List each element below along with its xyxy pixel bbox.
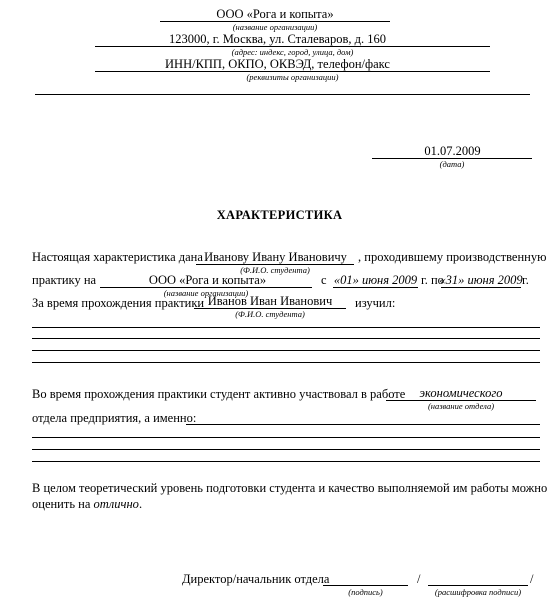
grade-value: отлично bbox=[93, 497, 139, 511]
practice-org: ООО «Рога и копыта» bbox=[148, 273, 267, 287]
student-name-nominative: Иванов Иван Иванович bbox=[207, 294, 333, 308]
org-name-caption: (название организации) bbox=[232, 22, 318, 32]
org-name: ООО «Рога и копыта» bbox=[216, 7, 334, 21]
blank-line bbox=[32, 362, 540, 363]
signature-end-slash: / bbox=[530, 572, 534, 586]
signature-line bbox=[323, 585, 408, 586]
p1-prefix: Настоящая характеристика дана bbox=[32, 250, 203, 264]
practice-org-caption: (название организации) bbox=[163, 288, 249, 298]
blank-line bbox=[32, 437, 540, 438]
org-requisites-caption: (реквизиты организации) bbox=[246, 72, 339, 82]
blank-line bbox=[32, 327, 540, 328]
department-caption: (название отдела) bbox=[427, 401, 495, 411]
to-date: «31» июня 2009 bbox=[439, 273, 523, 287]
student-name2-caption: (Ф.И.О. студента) bbox=[235, 309, 305, 319]
signature-slash: / bbox=[417, 572, 421, 586]
p3-suffix: изучил: bbox=[355, 296, 396, 310]
p6-line2 bbox=[32, 497, 142, 511]
p6-line2-prefix: оценить на bbox=[32, 497, 91, 511]
from-word: с bbox=[321, 273, 327, 287]
org-address-caption: (адрес: индекс, город, улица, дом) bbox=[231, 47, 354, 57]
blank-line bbox=[32, 350, 540, 351]
document-date: 01.07.2009 bbox=[424, 144, 481, 158]
p5-text: отдела предприятия, а именно: bbox=[32, 411, 197, 425]
p6-line1: В целом теоретический уровень подготовки студента и качество выполняемой им работы можно bbox=[32, 481, 548, 495]
from-date: «01» июня 2009 bbox=[333, 273, 418, 287]
p4-prefix: Во время прохождения практики студент активно участвовал в работе bbox=[32, 387, 406, 401]
blank-line bbox=[186, 424, 540, 425]
signature-decode-line bbox=[428, 585, 528, 586]
date-caption: (дата) bbox=[439, 159, 465, 169]
year-suffix-2: г. bbox=[522, 273, 529, 287]
signature-decode-caption: (расшифровка подписи) bbox=[434, 587, 522, 597]
p3-prefix: За время прохождения практики bbox=[32, 296, 205, 310]
blank-line bbox=[32, 449, 540, 450]
p1-suffix: , проходившему производственную bbox=[358, 250, 547, 264]
year-suffix-1: г. по bbox=[421, 273, 444, 287]
department-name: экономического bbox=[419, 386, 503, 400]
signature-label: Директор/начальник отдела bbox=[182, 572, 330, 586]
blank-line bbox=[32, 338, 540, 339]
to-date-line bbox=[441, 287, 521, 288]
org-requisites: ИНН/КПП, ОКПО, ОКВЭД, телефон/факс bbox=[165, 57, 390, 71]
p6-line2-suffix: . bbox=[138, 497, 143, 511]
student-name-caption: (Ф.И.О. студента) bbox=[240, 265, 310, 275]
signature-caption: (подпись) bbox=[348, 587, 383, 597]
from-date-line bbox=[333, 287, 418, 288]
page-title: ХАРАКТЕРИСТИКА bbox=[216, 208, 343, 222]
p2-prefix: практику на bbox=[32, 273, 97, 287]
org-address: 123000, г. Москва, ул. Сталеваров, д. 160 bbox=[169, 32, 386, 46]
header-separator bbox=[35, 94, 530, 95]
blank-line bbox=[32, 461, 540, 462]
student-name-dative: Иванову Ивану Ивановичу bbox=[204, 250, 347, 264]
